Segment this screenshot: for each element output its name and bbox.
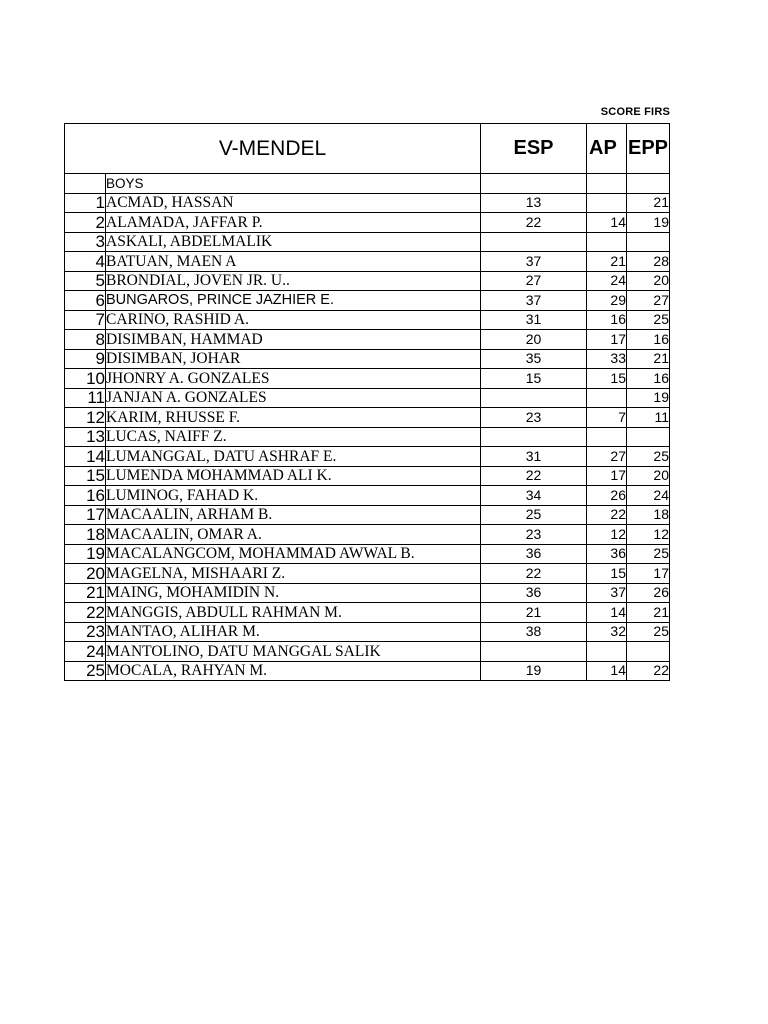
epp-score: 27 [627,291,670,311]
student-row [65,505,670,525]
esp-score: 31 [481,310,587,330]
epp-score: 11 [627,408,670,428]
esp-score: 21 [481,603,587,623]
epp-score: 25 [627,622,670,642]
ap-score [587,232,627,252]
row-number: 1 [65,193,106,213]
student-row [65,213,670,233]
row-number: 17 [65,505,106,525]
ap-score: 17 [587,466,627,486]
student-row [65,427,670,447]
ap-score: 14 [587,661,627,681]
row-number: 12 [65,408,106,428]
student-row [65,603,670,623]
column-header-epp: EPP [627,124,670,174]
student-row [65,466,670,486]
group-number-cell [65,174,106,194]
esp-score: 15 [481,369,587,389]
student-name: BUNGAROS, PRINCE JAZHIER E. [106,291,481,311]
esp-score: 20 [481,330,587,350]
student-row [65,564,670,584]
epp-score: 21 [627,603,670,623]
ap-score [587,427,627,447]
section-title: V-MENDEL [65,124,481,174]
row-number: 6 [65,291,106,311]
student-name: MOCALA, RAHYAN M. [106,661,481,681]
student-name: BATUAN, MAEN A [106,252,481,272]
student-row [65,525,670,545]
row-number: 8 [65,330,106,350]
esp-score: 37 [481,291,587,311]
esp-score: 25 [481,505,587,525]
student-row [65,193,670,213]
esp-score: 23 [481,525,587,545]
esp-score: 27 [481,271,587,291]
ap-score [587,388,627,408]
ap-score: 16 [587,310,627,330]
row-number: 25 [65,661,106,681]
student-row [65,544,670,564]
esp-score: 19 [481,661,587,681]
ap-score: 36 [587,544,627,564]
student-name: KARIM, RHUSSE F. [106,408,481,428]
epp-score: 22 [627,661,670,681]
score-table-body [65,124,670,681]
epp-score: 18 [627,505,670,525]
student-row [65,661,670,681]
epp-score: 25 [627,310,670,330]
epp-score: 20 [627,466,670,486]
esp-score: 22 [481,466,587,486]
ap-score: 27 [587,447,627,467]
student-name: DISIMBAN, HAMMAD [106,330,481,350]
student-row [65,447,670,467]
epp-score: 16 [627,330,670,350]
student-name: MAING, MOHAMIDIN N. [106,583,481,603]
row-number: 2 [65,213,106,233]
score-table [64,123,670,681]
epp-score: 19 [627,388,670,408]
student-row [65,486,670,506]
student-row [65,642,670,662]
student-name: LUCAS, NAIFF Z. [106,427,481,447]
group-ap-cell [587,174,627,194]
row-number: 7 [65,310,106,330]
esp-score: 31 [481,447,587,467]
ap-score: 14 [587,603,627,623]
student-name: MACAALIN, ARHAM B. [106,505,481,525]
esp-score: 36 [481,583,587,603]
row-number: 19 [65,544,106,564]
esp-score: 35 [481,349,587,369]
row-number: 14 [65,447,106,467]
student-name: MANTAO, ALIHAR M. [106,622,481,642]
esp-score [481,642,587,662]
student-row [65,349,670,369]
student-name: BRONDIAL, JOVEN JR. U.. [106,271,481,291]
epp-score: 24 [627,486,670,506]
student-row [65,369,670,389]
epp-score: 25 [627,447,670,467]
row-number: 23 [65,622,106,642]
ap-score: 14 [587,213,627,233]
student-name: CARINO, RASHID A. [106,310,481,330]
student-name: JHONRY A. GONZALES [106,369,481,389]
esp-score [481,427,587,447]
student-name: MANGGIS, ABDULL RAHMAN M. [106,603,481,623]
ap-score: 7 [587,408,627,428]
group-esp-cell [481,174,587,194]
student-row [65,330,670,350]
epp-score: 19 [627,213,670,233]
student-name: ALAMADA, JAFFAR P. [106,213,481,233]
epp-score: 20 [627,271,670,291]
esp-score: 13 [481,193,587,213]
row-number: 11 [65,388,106,408]
epp-score: 26 [627,583,670,603]
student-row [65,271,670,291]
student-row [65,388,670,408]
epp-score: 17 [627,564,670,584]
group-epp-cell [627,174,670,194]
epp-score [627,427,670,447]
epp-score [627,642,670,662]
ap-score: 21 [587,252,627,272]
esp-score: 38 [481,622,587,642]
row-number: 16 [65,486,106,506]
group-label: BOYS [106,174,481,194]
row-number: 15 [65,466,106,486]
epp-score [627,232,670,252]
ap-score: 32 [587,622,627,642]
student-name: ACMAD, HASSAN [106,193,481,213]
student-row [65,310,670,330]
student-name: MANTOLINO, DATU MANGGAL SALIK [106,642,481,662]
esp-score: 22 [481,564,587,584]
column-header-ap: AP [587,124,627,174]
row-number: 3 [65,232,106,252]
score-first-label: SCORE FIRS [600,106,670,118]
esp-score: 37 [481,252,587,272]
student-name: JANJAN A. GONZALES [106,388,481,408]
epp-score: 16 [627,369,670,389]
student-row [65,622,670,642]
esp-score: 34 [481,486,587,506]
student-name: MACALANGCOM, MOHAMMAD AWWAL B. [106,544,481,564]
row-number: 9 [65,349,106,369]
ap-score [587,193,627,213]
student-name: DISIMBAN, JOHAR [106,349,481,369]
student-row [65,252,670,272]
row-number: 4 [65,252,106,272]
column-header-esp: ESP [481,124,587,174]
student-name: MAGELNA, MISHAARI Z. [106,564,481,584]
row-number: 18 [65,525,106,545]
student-row [65,232,670,252]
esp-score: 22 [481,213,587,233]
epp-score: 21 [627,193,670,213]
student-name: MACAALIN, OMAR A. [106,525,481,545]
student-name: LUMENDA MOHAMMAD ALI K. [106,466,481,486]
esp-score: 23 [481,408,587,428]
ap-score: 17 [587,330,627,350]
ap-score: 29 [587,291,627,311]
row-number: 22 [65,603,106,623]
ap-score: 15 [587,369,627,389]
row-number: 21 [65,583,106,603]
header-row [65,124,670,174]
esp-score [481,232,587,252]
esp-score [481,388,587,408]
epp-score: 28 [627,252,670,272]
ap-score [587,642,627,662]
student-name: LUMINOG, FAHAD K. [106,486,481,506]
student-row [65,583,670,603]
ap-score: 12 [587,525,627,545]
student-row [65,408,670,428]
ap-score: 26 [587,486,627,506]
row-number: 10 [65,369,106,389]
ap-score: 37 [587,583,627,603]
ap-score: 15 [587,564,627,584]
student-name: LUMANGGAL, DATU ASHRAF E. [106,447,481,467]
row-number: 20 [65,564,106,584]
row-number: 24 [65,642,106,662]
epp-score: 21 [627,349,670,369]
esp-score: 36 [481,544,587,564]
student-name: ASKALI, ABDELMALIK [106,232,481,252]
epp-score: 25 [627,544,670,564]
ap-score: 33 [587,349,627,369]
group-row [65,174,670,194]
student-row [65,291,670,311]
ap-score: 22 [587,505,627,525]
row-number: 13 [65,427,106,447]
ap-score: 24 [587,271,627,291]
row-number: 5 [65,271,106,291]
epp-score: 12 [627,525,670,545]
